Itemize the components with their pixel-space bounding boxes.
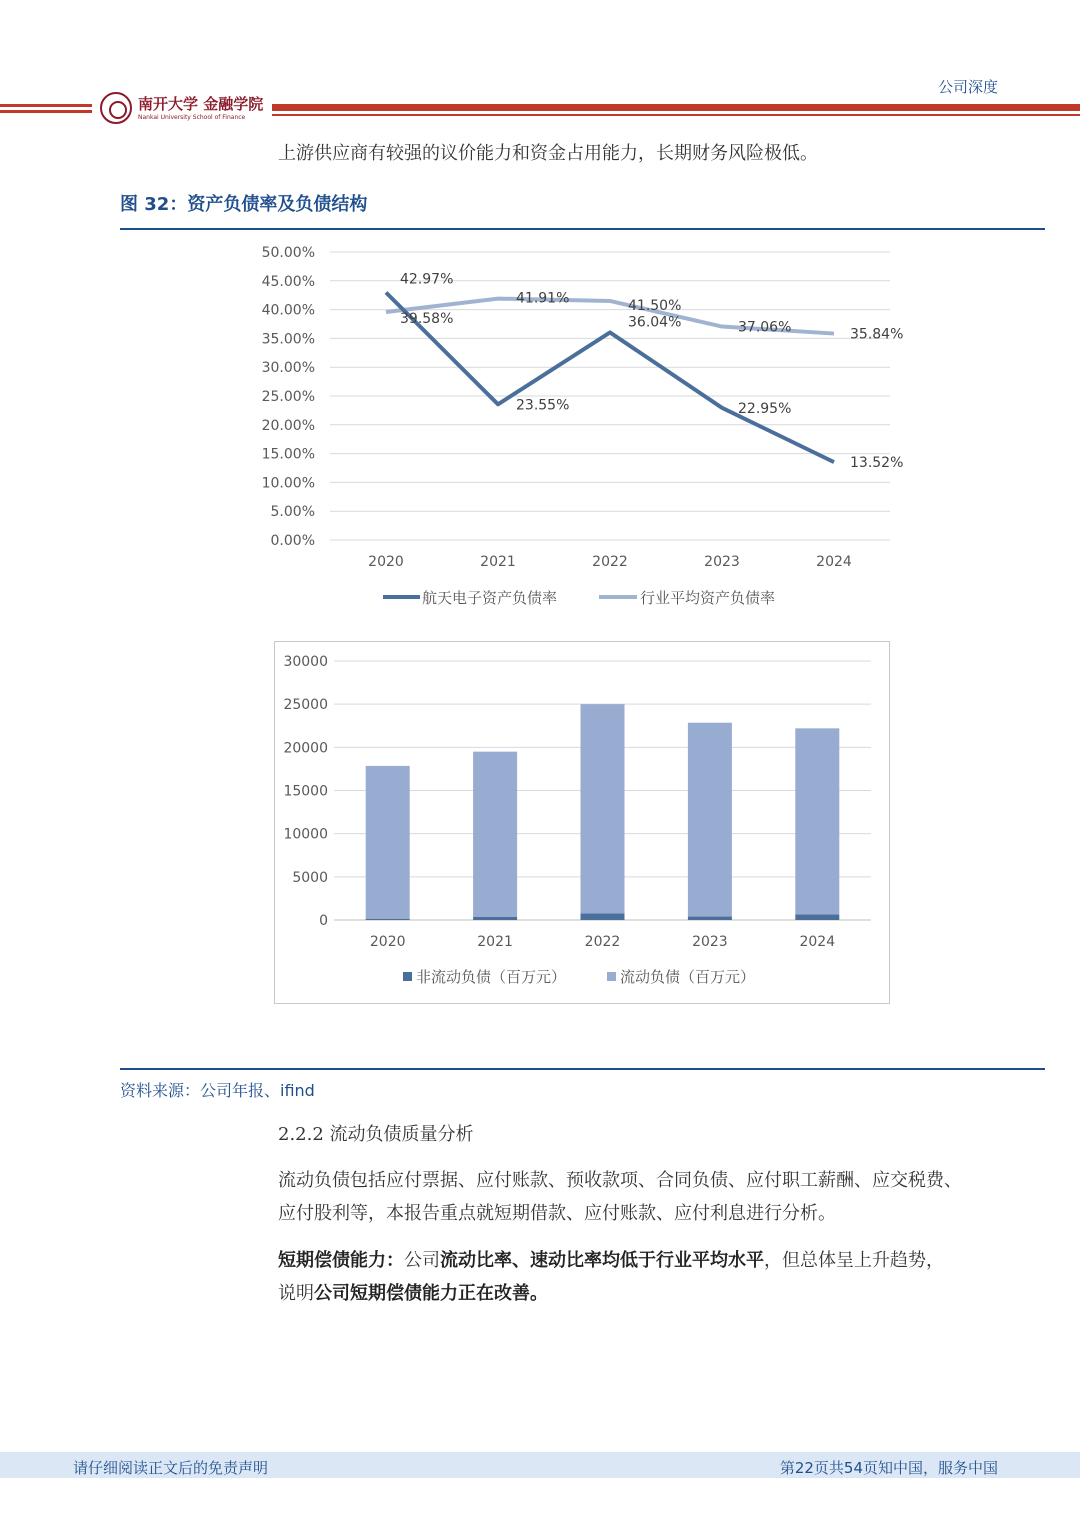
intro-line: 上游供应商有较强的议价能力和资金占用能力，长期财务风险极低。 bbox=[278, 143, 818, 164]
y-tick-label: 15000 bbox=[283, 783, 328, 800]
y-tick-label: 40.00% bbox=[261, 302, 315, 319]
bar-segment-noncurrent bbox=[581, 914, 625, 920]
paragraph2-bold2: 公司短期偿债能力正在改善。 bbox=[314, 1283, 548, 1304]
legend-label-industry: 行业平均资产负债率 bbox=[640, 589, 776, 607]
data-label: 22.95% bbox=[738, 400, 792, 417]
bar-segment-current bbox=[473, 752, 517, 917]
legend-label-noncurrent: 非流动负债（百万元） bbox=[416, 968, 567, 986]
y-tick-label: 0 bbox=[319, 913, 328, 929]
figure-top-rule bbox=[120, 228, 1045, 230]
legend bbox=[383, 589, 775, 607]
x-tick-label: 2021 bbox=[480, 554, 516, 570]
x-tick-label: 2024 bbox=[816, 554, 852, 570]
y-tick-label: 0.00% bbox=[270, 533, 315, 549]
gridlines bbox=[330, 252, 890, 540]
logo-english: Nankai University School of Finance bbox=[138, 114, 246, 121]
figure-bottom-rule bbox=[120, 1068, 1045, 1070]
section-heading: 2.2.2 流动负债质量分析 bbox=[278, 1124, 474, 1145]
x-tick-label: 2020 bbox=[369, 934, 406, 950]
paragraph1-line2: 应付股利等，本报告重点就短期借款、应付账款、应付利息进行分析。 bbox=[278, 1203, 836, 1224]
bar-segment-noncurrent bbox=[688, 917, 732, 920]
data-label: 23.55% bbox=[516, 397, 570, 414]
page-info: 第22页共54页知中国，服务中国 bbox=[779, 1459, 998, 1477]
paragraph2-line2 bbox=[278, 1279, 548, 1305]
bar-segment-current bbox=[581, 704, 625, 913]
y-tick-label: 25000 bbox=[283, 697, 328, 714]
y-tick-label: 45.00% bbox=[261, 273, 315, 290]
section-tag: 公司深度 bbox=[937, 78, 998, 96]
y-tick-label: 15.00% bbox=[261, 446, 315, 463]
data-label: 13.52% bbox=[850, 455, 904, 472]
y-tick-label: 5.00% bbox=[270, 504, 315, 521]
bar-segment-noncurrent bbox=[366, 919, 410, 920]
y-tick-label: 10000 bbox=[283, 826, 328, 843]
paragraph2-label: 短期偿债能力： bbox=[278, 1250, 404, 1271]
liability-structure-bar-chart bbox=[274, 641, 891, 1005]
x-tick-label: 2023 bbox=[704, 554, 740, 570]
bar-segment-noncurrent bbox=[795, 914, 839, 920]
y-tick-label: 20.00% bbox=[261, 417, 315, 434]
paragraph2-text1: 公司 bbox=[404, 1250, 440, 1271]
paragraph2-bold1: 流动比率、速动比率均低于行业平均水平 bbox=[440, 1250, 764, 1271]
bar-segment-noncurrent bbox=[473, 917, 517, 920]
y-tick-label: 50.00% bbox=[261, 245, 315, 261]
data-source: 资料来源：公司年报、ifind bbox=[120, 1081, 315, 1100]
legend-swatch-noncurrent bbox=[403, 972, 412, 981]
paragraph1-line1: 流动负债包括应付票据、应付账款、预收款项、合同负债、应付职工薪酬、应交税费、 bbox=[278, 1170, 962, 1191]
bar-segment-current bbox=[795, 728, 839, 914]
y-tick-label: 10.00% bbox=[261, 475, 315, 492]
data-label: 41.50% bbox=[628, 297, 682, 314]
y-tick-label: 35.00% bbox=[261, 331, 315, 348]
y-axis-ticks bbox=[262, 245, 315, 549]
y-tick-label: 30.00% bbox=[261, 360, 315, 377]
y-tick-label: 20000 bbox=[283, 740, 328, 757]
x-tick-label: 2021 bbox=[477, 934, 513, 950]
x-tick-label: 2024 bbox=[799, 934, 836, 950]
debt-ratio-line-chart bbox=[250, 238, 930, 618]
x-tick-label: 2022 bbox=[592, 554, 628, 570]
header-rule-right bbox=[272, 104, 1080, 118]
figure-title: 图 32：资产负债率及负债结构 bbox=[120, 194, 368, 215]
paragraph2-line1 bbox=[278, 1246, 944, 1272]
y-tick-label: 30000 bbox=[283, 654, 328, 670]
x-axis-ticks bbox=[368, 554, 852, 570]
disclaimer-link[interactable]: 请仔细阅读正文后的免责声明 bbox=[73, 1459, 269, 1477]
bar-segment-current bbox=[366, 766, 410, 919]
data-label: 36.04% bbox=[628, 314, 682, 331]
university-logo bbox=[100, 92, 270, 128]
legend-label-current: 流动负债（百万元） bbox=[620, 968, 756, 986]
data-label: 41.91% bbox=[516, 290, 570, 307]
legend-label-company: 航天电子资产负债率 bbox=[422, 589, 558, 607]
header-rule-left bbox=[0, 104, 92, 118]
paragraph2-text3: 说明 bbox=[278, 1283, 314, 1304]
seal-icon bbox=[100, 92, 132, 124]
paragraph2-text2: ，但总体呈上升趋势， bbox=[764, 1250, 944, 1271]
y-tick-label: 5000 bbox=[292, 869, 328, 886]
data-label: 39.58% bbox=[400, 311, 454, 328]
bar-segment-current bbox=[688, 723, 732, 917]
x-tick-label: 2022 bbox=[584, 934, 621, 950]
data-label: 42.97% bbox=[400, 271, 454, 288]
data-label: 37.06% bbox=[738, 319, 792, 336]
logo-chinese: 南开大学 金融学院 bbox=[138, 95, 264, 113]
y-tick-label: 25.00% bbox=[261, 389, 315, 405]
x-tick-label: 2023 bbox=[692, 934, 728, 950]
x-tick-label: 2020 bbox=[368, 554, 404, 570]
legend-swatch-current bbox=[607, 972, 616, 981]
data-label: 35.84% bbox=[850, 326, 904, 343]
